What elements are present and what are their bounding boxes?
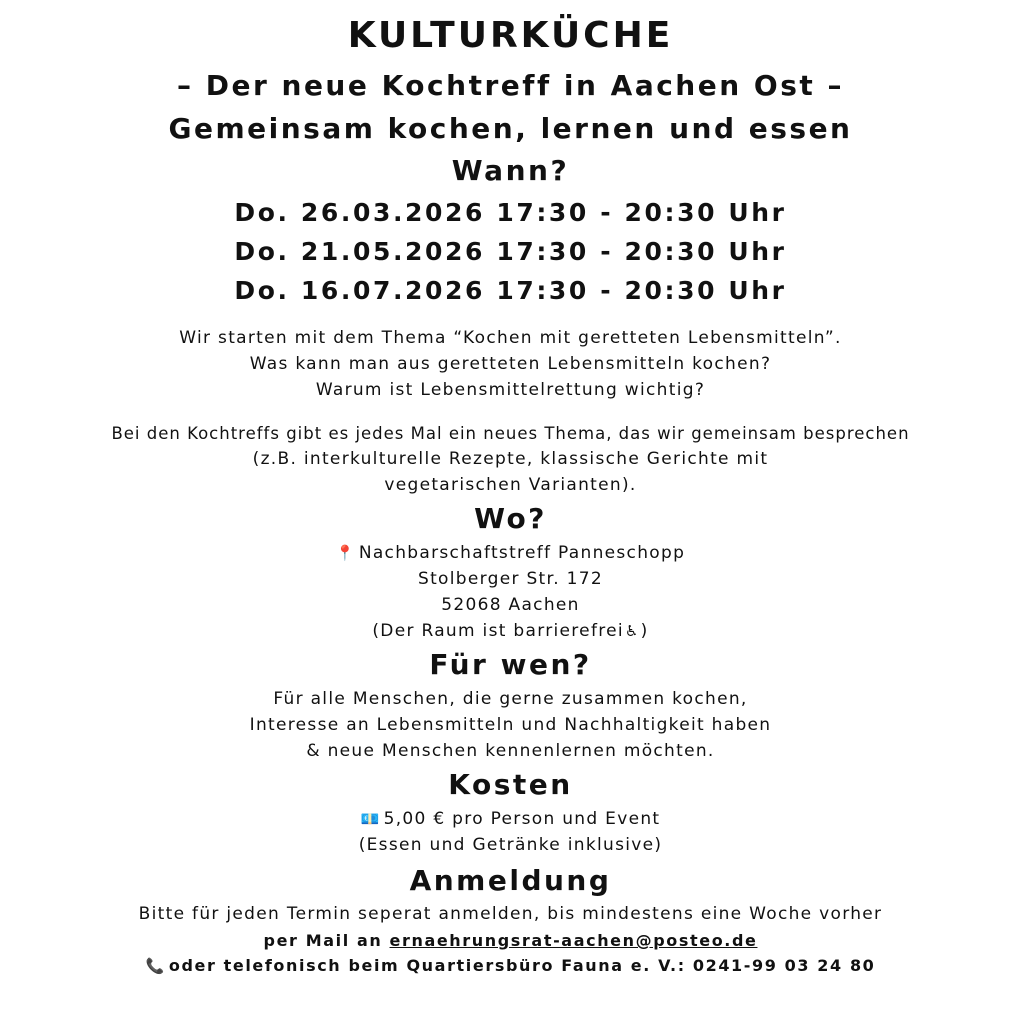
where-street: Stolberger Str. 172 [417,569,603,589]
registration-note: Bitte für jeden Termin seperat anmelden, bis mindestens eine Woche vorher [138,904,883,924]
registration-heading: Anmeldung [409,864,612,897]
subtitle-tagline: Gemeinsam kochen, lernen und essen [168,112,853,145]
date-3: Do. 16.07.2026 17:30 - 20:30 Uhr [234,276,787,305]
where-city: 52068 Aachen [441,595,580,615]
audience-line-1: Für alle Menschen, die gerne zusammen kochen, [273,689,748,709]
subtitle-location: – Der neue Kochtreff in Aachen Ost – [176,69,845,102]
when-heading: Wann? [451,154,570,187]
page-title: KULTURKÜCHE [347,15,674,56]
accessibility-close: ) [640,621,649,641]
where-accessibility [0,623,1021,640]
price-text: 5,00 € pro Person und Event [383,809,661,829]
phone-text: oder telefonisch beim Quartiersbüro Fauna e. V.: 0241-99 03 24 80 [168,956,876,975]
audience-line-3: & neue Menschen kennenlernen möchten. [306,741,715,761]
costs-note: (Essen und Getränke inklusive) [358,835,663,855]
email-link[interactable]: ernaehrungsrat-aachen@posteo.de [389,931,758,950]
intro-line-1: Wir starten mit dem Thema “Kochen mit geretteten Lebensmitteln”. [179,328,842,348]
costs-price [0,811,1021,828]
registration-phone [0,958,1021,974]
registration-mail [0,933,1021,949]
audience-heading: Für wen? [429,648,592,681]
accessibility-text: (Der Raum ist barrierefrei [372,621,624,641]
pin-icon: 📍 [335,544,356,562]
intro-line-2: Was kann man aus geretteten Lebensmitteln kochen? [249,354,772,374]
money-icon: 💶 [360,810,381,828]
costs-heading: Kosten [448,768,573,801]
topics-line-1: Bei den Kochtreffs gibt es jedes Mal ein neues Thema, das wir gemeinsam besprechen [111,424,910,443]
intro-line-3: Warum ist Lebensmittelrettung wichtig? [315,380,706,400]
topics-line-3: vegetarischen Varianten). [384,475,637,495]
where-place [0,545,1021,562]
topics-line-2: (z.B. interkulturelle Rezepte, klassische Gerichte mit [252,449,769,469]
audience-line-2: Interesse an Lebensmitteln und Nachhaltigkeit haben [249,715,772,735]
where-heading: Wo? [474,502,547,535]
mail-prefix: per Mail an [263,931,383,950]
phone-icon: 📞 [145,957,166,975]
date-2: Do. 21.05.2026 17:30 - 20:30 Uhr [234,237,787,266]
wheelchair-icon: ♿ [624,622,640,640]
date-1: Do. 26.03.2026 17:30 - 20:30 Uhr [234,198,787,227]
place-name: Nachbarschaftstreff Panneschopp [358,543,686,563]
